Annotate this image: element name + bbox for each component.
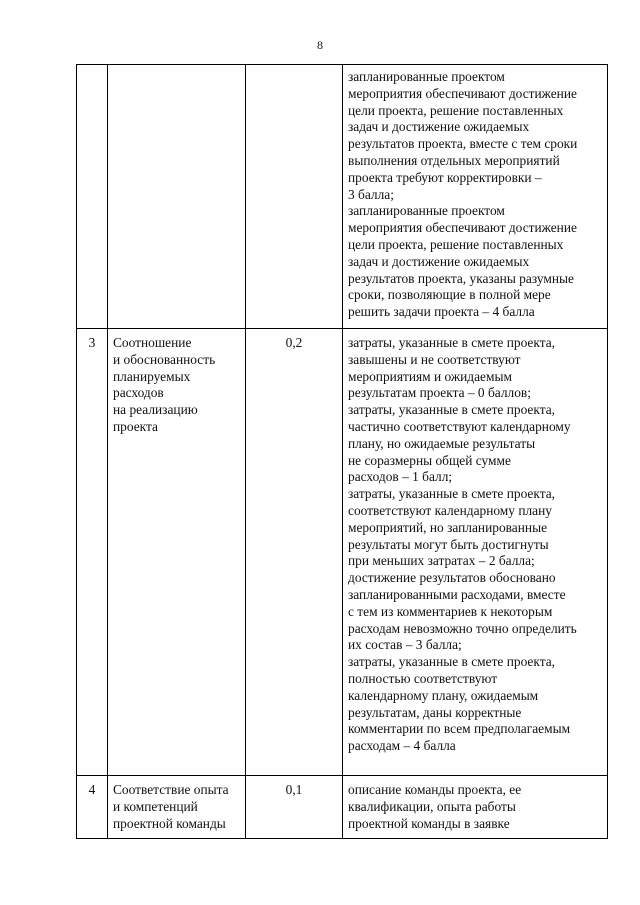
cell-text-line: решить задачи проекта – 4 балла [348,304,535,320]
cell-text-line: соответствуют календарному плану [348,502,552,518]
cell-text-line: запланированные проектом [348,69,505,84]
cell-text-line: при меньших затратах – 2 балла; [348,553,535,569]
criteria-table-body [77,65,608,839]
cell-text-line: расходам невозможно точно определить [348,620,577,636]
cell-text-line: затраты, указанные в смете проекта, [348,654,556,670]
cell-text-line: и компетенций [113,798,198,814]
cell-text-line: проекта [113,418,158,434]
cell-text-line: задач и достижение ожидаемых [348,253,530,269]
cell-text-line: мероприятия обеспечивают достижение [348,85,577,101]
criterion-weight-cell: 0,2 [246,329,343,776]
cell-text-line: достижение результатов обосновано [348,570,556,586]
cell-text-line: мероприятий, но запланированные [348,519,548,535]
cell-text-line: результатов проекта, указаны разумные [348,270,574,286]
cell-text-line: и обоснованность [113,351,216,367]
cell-text-line: затраты, указанные в смете проекта, [348,335,556,350]
cell-text-line: 3 балла; [348,186,394,202]
cell-text-line: квалификации, опыта работы [348,798,516,814]
criterion-number-cell: 3 [77,329,108,776]
criterion-weight-cell [246,65,343,329]
cell-text-line: результаты могут быть достигнуты [348,536,549,552]
cell-text-line: с тем из комментариев к некоторым [348,603,553,619]
cell-text-line: затраты, указанные в смете проекта, [348,486,556,502]
cell-text-line: проектной команды [113,815,226,831]
cell-text-line: Соответствие опыта [113,782,229,797]
cell-text-line: расходов – 1 балл; [348,469,453,485]
cell-text-line: задач и достижение ожидаемых [348,119,530,135]
cell-text-line: цели проекта, решение поставленных [348,102,564,118]
criterion-name-cell [108,65,246,329]
cell-text-line: планируемых [113,368,191,384]
cell-text-line: проектной команды в заявке [348,815,510,831]
cell-text-line: не соразмерны общей сумме [348,452,511,468]
cell-text-line: проекта требуют корректировки – [348,169,542,185]
cell-text-line: расходов [113,385,164,401]
cell-text-line: цели проекта, решение поставленных [348,236,564,252]
cell-text-line: календарному плану, ожидаемым [348,687,539,703]
criteria-table [76,64,608,839]
cell-text-line: запланированными расходами, вместе [348,586,566,602]
cell-text-line: Соотношение [113,335,192,350]
table-row [77,776,608,839]
criterion-name-cell [108,776,246,839]
criterion-number-cell: 4 [77,776,108,839]
table-row [77,329,608,776]
cell-text-line: результатов проекта, вместе с тем сроки [348,136,578,152]
criterion-name-cell [108,329,246,776]
criterion-description-cell [343,329,608,776]
page-number: 8 [317,38,323,52]
cell-text-line: результатам проекта – 0 баллов; [348,385,531,401]
cell-text-line: запланированные проектом [348,203,505,219]
criterion-number-cell [77,65,108,329]
cell-text-line: плану, но ожидаемые результаты [348,435,536,451]
cell-text-line: затраты, указанные в смете проекта, [348,402,556,418]
criterion-weight-cell: 0,1 [246,776,343,839]
criterion-description-cell [343,776,608,839]
cell-text-line: сроки, позволяющие в полной мере [348,287,551,303]
cell-text-line: мероприятия обеспечивают достижение [348,220,577,236]
cell-text-line: завышены и не соответствуют [348,351,521,367]
cell-text-line: частично соответствуют календарному [348,418,571,434]
cell-text-line: мероприятиям и ожидаемым [348,368,512,384]
cell-text-line: комментарии по всем предполагаемым [348,721,571,737]
cell-text-line: результатам, даны корректные [348,704,522,720]
cell-text-line: на реализацию [113,402,198,418]
cell-text-line: расходам – 4 балла [348,738,456,754]
cell-text-line: их состав – 3 балла; [348,637,462,653]
table-row [77,65,608,329]
cell-text-line: полностью соответствуют [348,670,498,686]
criterion-description-cell [343,65,608,329]
cell-text-line: описание команды проекта, ее [348,782,522,797]
cell-text-line: выполнения отдельных мероприятий [348,152,560,168]
